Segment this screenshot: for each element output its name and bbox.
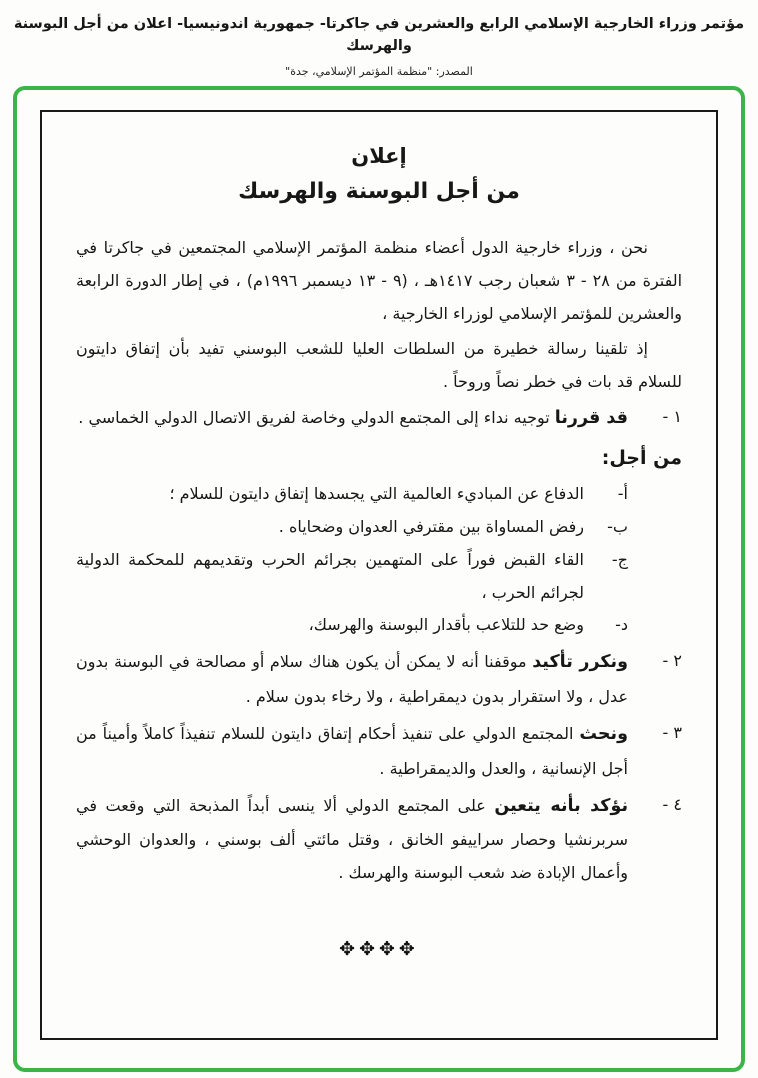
- numbered-item-4: [76, 789, 682, 890]
- header-source: المصدر: "منظمة المؤتمر الإسلامي، جدة": [285, 64, 473, 78]
- sub-item-j-letter: ج-: [611, 549, 628, 569]
- item-3-lead: ونحث: [579, 723, 628, 744]
- item-3-number: ٣ -: [662, 722, 682, 742]
- item-1-lead: قد قررنا: [554, 408, 628, 429]
- list-heading: من أجل:: [601, 447, 682, 470]
- sub-item-d-letter: د-: [615, 615, 628, 635]
- green-border-frame: [13, 86, 745, 1072]
- paragraph-preamble: نحن ، وزراء خارجية الدول أعضاء منظمة المؤتمر الإسلامي المجتمعين في جاكرتا في الفترة من ٢٨ - ٣ شعبان رجب ١٤١٧هـ ، (٩ - ١٣ ديسمبر ١٩٩٦م) ، في إطار الدورة الرابعة والعشرين للمؤتمر الإسلامي لوزراء الخارجية ،: [76, 238, 683, 323]
- sub-item-b: [76, 511, 628, 544]
- item-2-lead: ونكرر تأكيد: [532, 652, 628, 673]
- header-title: مؤتمر وزراء الخارجية الإسلامي الرابع والعشرين في جاكرتا- جمهورية اندونيسيا- اعلان من أجل البوسنة والهرسك: [13, 16, 745, 54]
- document-title: إعلان: [351, 144, 407, 168]
- item-4-text: [76, 789, 628, 890]
- sub-item-b-letter: ب-: [607, 516, 628, 536]
- sub-item-j-text: القاء القبض فوراً على المتهمين بجرائم الحرب وتقديمهم للمحكمة الدولية لجرائم الحرب ،: [76, 549, 584, 602]
- item-3-rest: المجتمع الدولي على تنفيذ أحكام إتفاق دايتون للسلام تنفيذاً كاملاً وأميناً من أجل الإنسانية ، والعدل والديمقراطية .: [76, 723, 628, 778]
- sub-item-a-letter: أ-: [617, 484, 628, 504]
- sub-item-a: [76, 478, 628, 511]
- item-1-rest: توجيه نداء إلى المجتمع الدولي وخاصة لفريق الاتصال الدولي الخماسي .: [78, 408, 550, 428]
- numbered-item-2: [76, 645, 682, 714]
- sub-item-j: [76, 544, 628, 610]
- document-subtitle: من أجل البوسنة والهرسك: [238, 179, 520, 205]
- ornament-divider: ✥✥✥✥: [339, 937, 419, 960]
- document-content: [42, 112, 716, 969]
- paragraph-warning-message: إذ تلقينا رسالة خطيرة من السلطات العليا للشعب البوسني تفيد بأن إتفاق دايتون للسلام قد بات في خطر نصاً وروحاً .: [76, 338, 682, 391]
- sub-item-a-text: الدفاع عن المباديء العالمية التي يجسدها إتفاق دايتون للسلام ؛: [169, 484, 584, 504]
- numbered-item-1: [76, 401, 682, 437]
- item-4-rest: على المجتمع الدولي ألا ينسى أبداً المذبحة التي وقعت في سربرنشيا وحصار سراييفو الخانق ، وقتل مائتي ألف بوسني ، والعدوان الوحشي وأعمال الإبادة ضد شعب البوسنة والهرسك .: [76, 795, 628, 883]
- item-2-text: [76, 645, 628, 714]
- item-4-number: ٤ -: [662, 794, 682, 814]
- sub-item-d-text: وضع حد للتلاعب بأقدار البوسنة والهرسك،: [308, 615, 584, 635]
- item-1-text: [76, 401, 628, 437]
- item-1-number: ١ -: [662, 407, 682, 427]
- document-header: [0, 0, 758, 78]
- sub-item-b-text: رفض المساواة بين مقترفي العدوان وضحاياه .: [278, 516, 584, 536]
- numbered-item-3: [76, 717, 682, 786]
- item-4-lead: نؤكد بأنه يتعين: [494, 795, 629, 816]
- item-3-text: [76, 717, 628, 786]
- inner-border-frame: [40, 110, 718, 1040]
- sub-item-d: [76, 609, 628, 642]
- item-2-number: ٢ -: [662, 651, 682, 671]
- item-2-rest: موقفنا أنه لا يمكن أن يكون هناك سلام أو مصالحة في البوسنة بدون عدل ، ولا استقرار بدون ديمقراطية ، ولا رخاء بدون سلام .: [76, 652, 628, 707]
